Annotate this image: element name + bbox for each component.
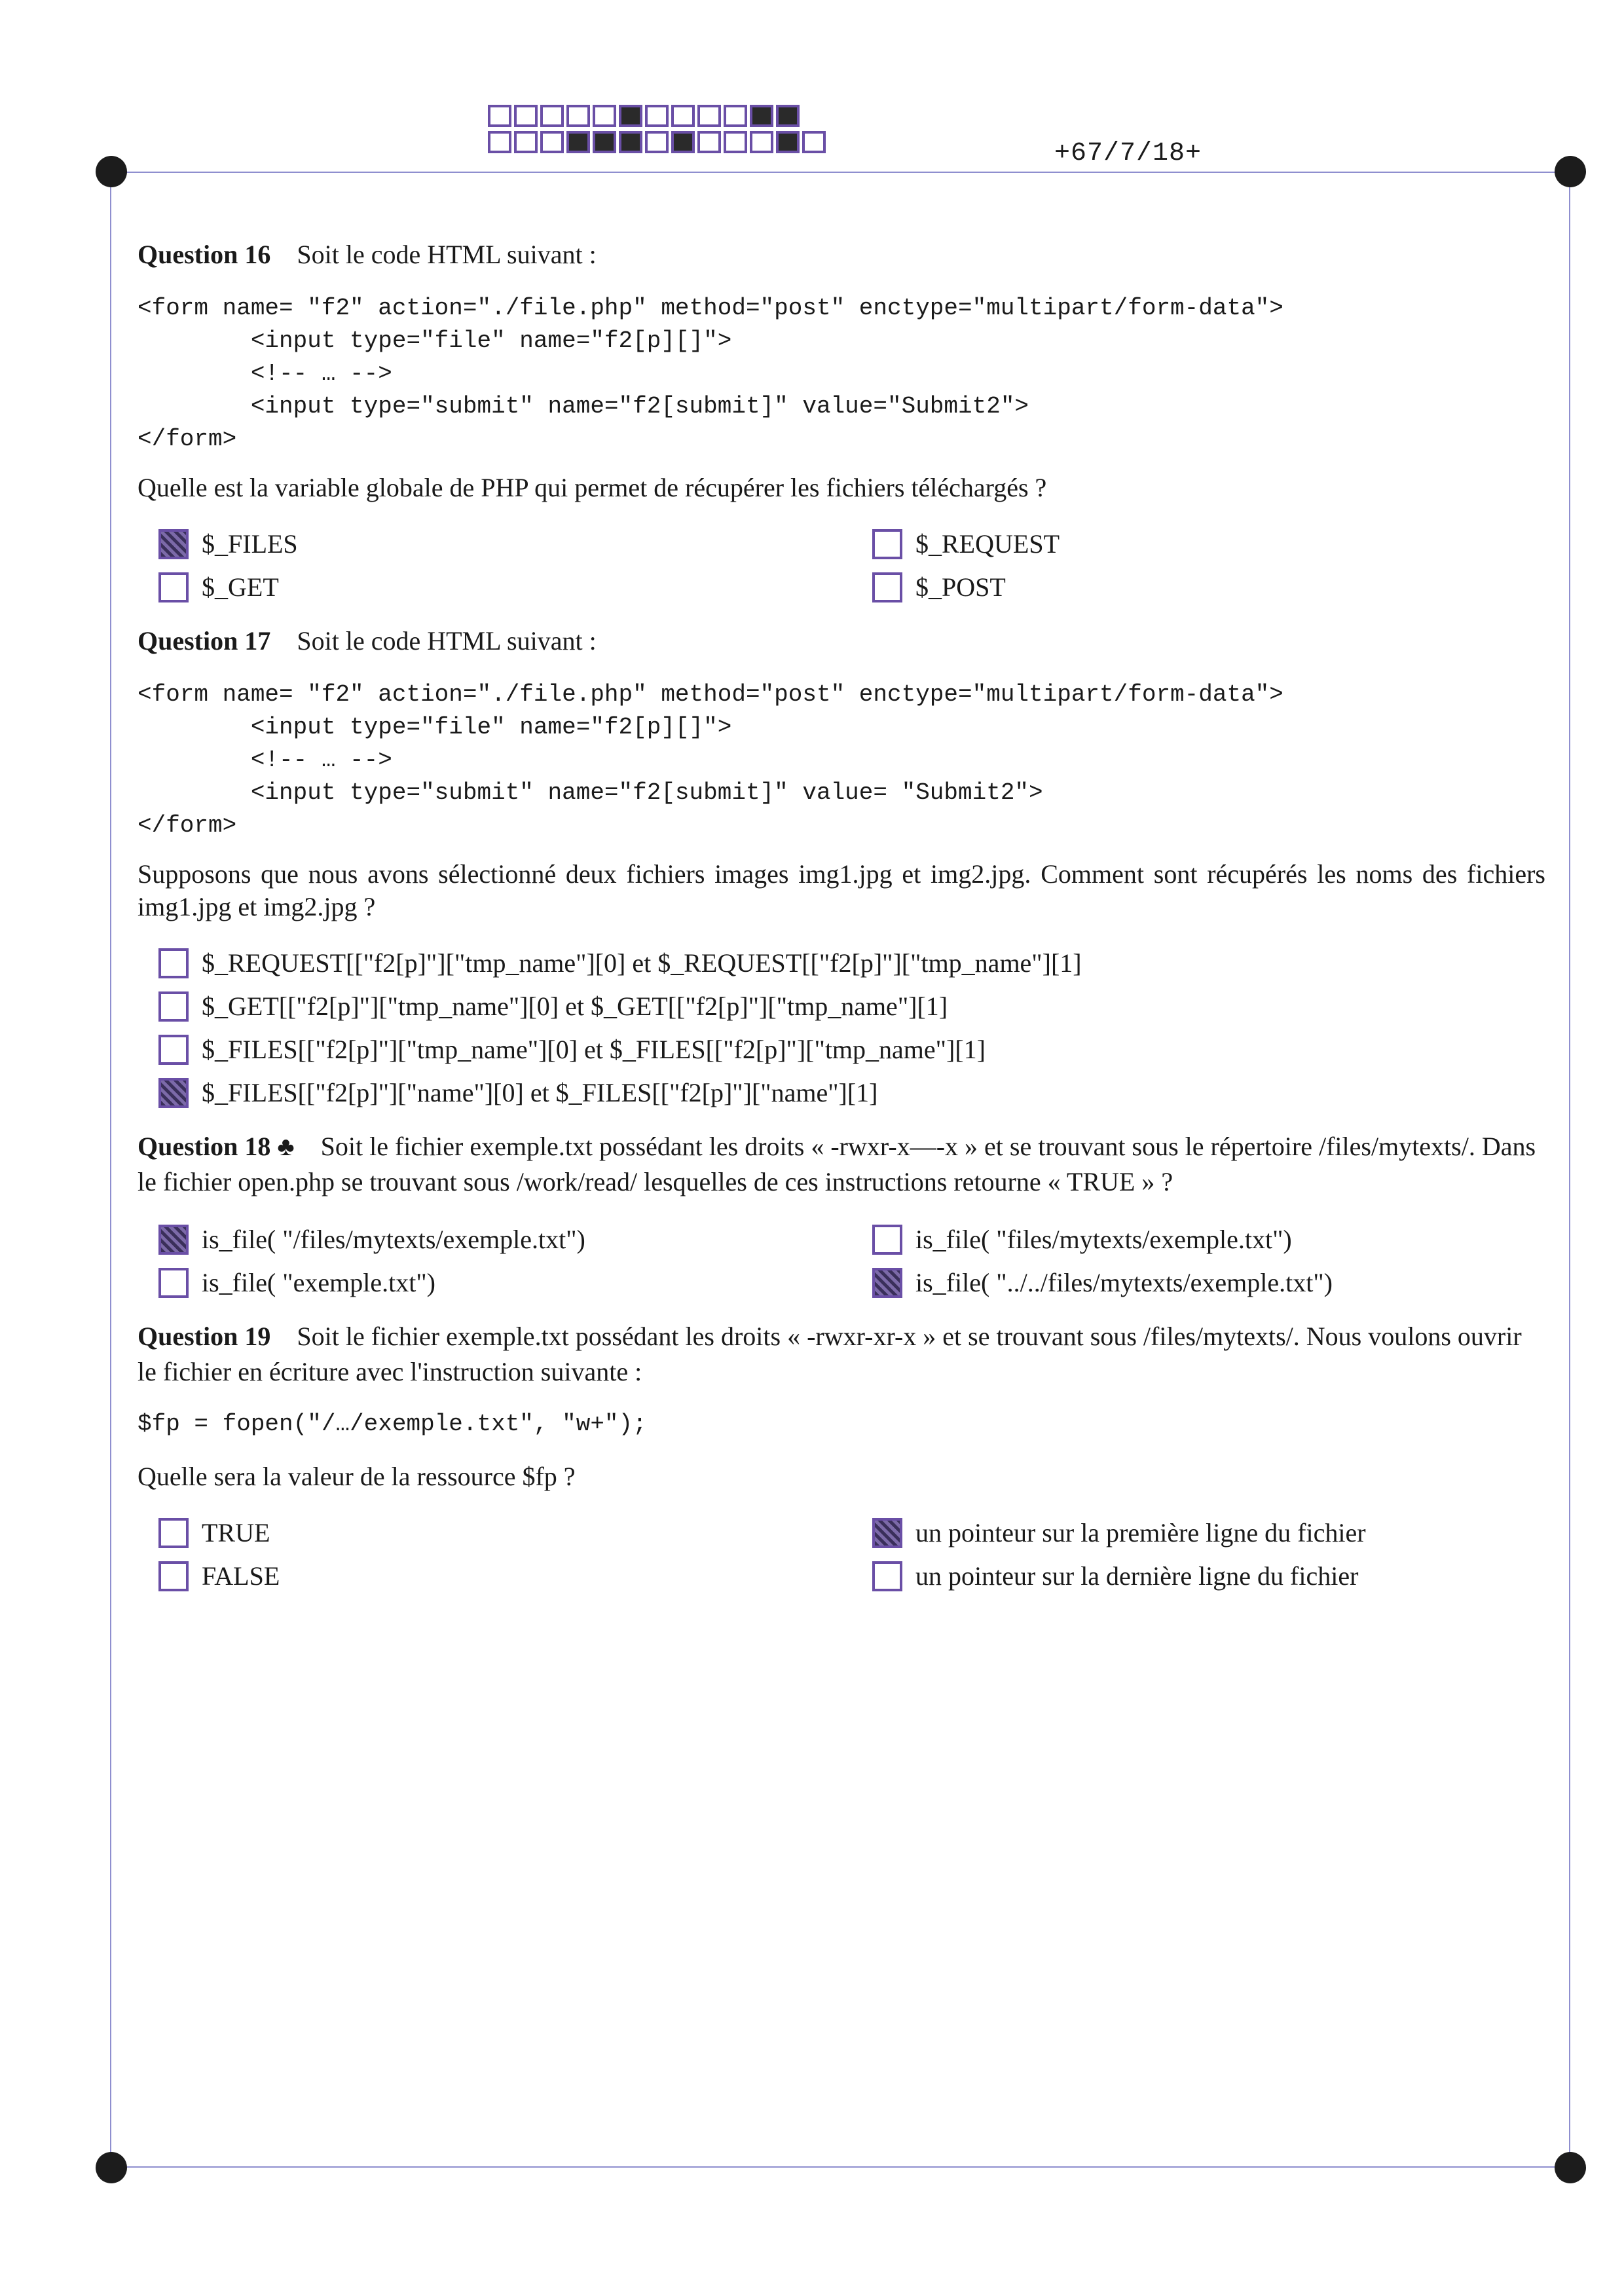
question-label: Question 17 [138,626,271,656]
answer-label: $_GET [202,572,279,602]
page-id: +67/7/18+ [1054,139,1202,168]
answer-option[interactable] [158,1560,872,1593]
answer-option[interactable] [158,947,1534,980]
answer-option[interactable] [158,571,872,604]
code-grid-cell [671,131,695,153]
answer-label: $_FILES[["f2[p]"]["tmp_name"][0] et $_FILES[["f2[p]"]["tmp_name"][1] [202,1035,986,1064]
answer-checkbox[interactable] [158,1268,189,1298]
code-grid-cell [593,105,616,127]
corner-mark-top-right [1555,156,1586,187]
corner-mark-top-left [96,156,127,187]
question-prompt: Soit le code HTML suivant : [297,626,597,656]
answer-list [158,947,1545,1109]
answer-checkbox[interactable] [872,1561,902,1591]
answer-checkbox[interactable] [872,572,902,602]
answer-label: $_POST [915,572,1006,602]
code-grid-row [488,131,826,153]
answer-checkbox[interactable] [158,1561,189,1591]
answer-checkbox[interactable] [872,1518,902,1548]
answer-option[interactable] [158,1517,872,1549]
answer-checkbox[interactable] [872,529,902,559]
answer-checkbox[interactable] [158,529,189,559]
answer-option[interactable] [158,1267,872,1299]
code-grid-cell [619,131,642,153]
code-grid-cell [776,131,800,153]
code-grid-cell [645,131,669,153]
answer-label: $_REQUEST [915,529,1060,559]
code-block: $fp = fopen("/…/exemple.txt", "w+"); [138,1411,647,1437]
question-text: Quelle sera la valeur de la ressource $fp ? [138,1462,576,1491]
answer-list [158,1223,1545,1299]
answer-label: is_file( "../../files/mytexts/exemple.txt") [915,1268,1333,1297]
code-block: <form name= "f2" action="./file.php" method="post" enctype="multipart/form-data"> <input type="file" name="f2[p][]"> <!-- … --> <input type="submit" name="f2[submit]" value="Submit2"> </form> [138,295,1283,453]
answer-option[interactable] [872,1517,1566,1549]
question-text: Quelle est la variable globale de PHP qui permet de récupérer les fichiers téléchargés ? [138,473,1047,502]
answer-label: $_REQUEST[["f2[p]"]["tmp_name"][0] et $_REQUEST[["f2[p]"]["tmp_name"][1] [202,948,1082,978]
code-grid-cell [802,131,826,153]
answer-label: is_file( "exemple.txt") [202,1268,435,1297]
code-grid-cell [488,105,511,127]
questions [138,237,1545,1612]
answer-option[interactable] [158,1077,1534,1109]
page-id-code-grid [488,105,826,157]
question-label: Question 19 [138,1322,271,1351]
code-grid-cell [566,105,590,127]
answer-label: TRUE [202,1518,270,1547]
answer-option[interactable] [158,1223,872,1256]
answer-checkbox[interactable] [872,1268,902,1298]
code-grid-cell [566,131,590,153]
code-grid-cell [488,131,511,153]
answer-label: FALSE [202,1561,280,1591]
code-grid-row [488,105,826,127]
code-grid-cell [697,131,721,153]
answer-label: is_file( "/files/mytexts/exemple.txt") [202,1225,585,1254]
answer-label: $_FILES [202,529,298,559]
answer-checkbox[interactable] [158,1225,189,1255]
code-grid-cell [724,105,747,127]
question-prompt: Soit le fichier exemple.txt possédant les droits « -rwxr-x—-x » et se trouvant sous le répertoire /files/mytexts/. Dans le fichier open.php se trouvant sous /work/read/ lesquelles de ces instructions retourne « TRUE » ? [138,1132,1536,1196]
code-block: <form name= "f2" action="./file.php" method="post" enctype="multipart/form-data"> <input type="file" name="f2[p][]"> <!-- … --> <input type="submit" name="f2[submit]" value= "Submit2"> </form> [138,681,1283,839]
code-grid-cell [697,105,721,127]
question-18 [138,1129,1545,1299]
answer-label: is_file( "files/mytexts/exemple.txt") [915,1225,1292,1254]
code-grid-cell [514,131,538,153]
code-grid-cell [645,105,669,127]
answer-label: $_GET[["f2[p]"]["tmp_name"][0] et $_GET[["f2[p]"]["tmp_name"][1] [202,991,948,1021]
answer-checkbox[interactable] [158,1035,189,1065]
code-grid-cell [776,105,800,127]
code-grid-cell [514,105,538,127]
code-grid-cell [724,131,747,153]
corner-mark-bottom-left [96,2152,127,2183]
answer-option[interactable] [872,528,1566,561]
question-text: Supposons que nous avons sélectionné deux fichiers images img1.jpg et img2.jpg. Comment sont récupérés les noms des fichiers img1.jpg et img2.jpg ? [138,859,1545,921]
answer-checkbox[interactable] [158,1078,189,1108]
code-grid-cell [619,105,642,127]
answer-label: un pointeur sur la dernière ligne du fichier [915,1561,1359,1591]
answer-checkbox[interactable] [872,1225,902,1255]
question-prompt: Soit le code HTML suivant : [297,240,597,269]
answer-checkbox[interactable] [158,991,189,1022]
answer-list [158,1517,1545,1593]
answer-option[interactable] [158,990,1534,1023]
code-grid-cell [750,131,773,153]
corner-mark-bottom-right [1555,2152,1586,2183]
answer-option[interactable] [872,1267,1566,1299]
answer-option[interactable] [158,1033,1534,1066]
code-grid-cell [671,105,695,127]
code-grid-cell [750,105,773,127]
question-17 [138,623,1545,1109]
code-grid-cell [593,131,616,153]
answer-option[interactable] [872,1223,1566,1256]
answer-list [158,528,1545,604]
question-19 [138,1319,1545,1593]
answer-option[interactable] [872,1560,1566,1593]
answer-option[interactable] [158,528,872,561]
answer-label: $_FILES[["f2[p]"]["name"][0] et $_FILES[["f2[p]"]["name"][1] [202,1078,878,1107]
question-label: Question 18 ♣ [138,1132,295,1161]
question-16 [138,237,1545,604]
answer-checkbox[interactable] [158,1518,189,1548]
question-prompt: Soit le fichier exemple.txt possédant les droits « -rwxr-xr-x » et se trouvant sous /files/mytexts/. Nous voulons ouvrir le fichier en écriture avec l'instruction suivante : [138,1322,1522,1386]
answer-checkbox[interactable] [158,948,189,978]
code-grid-cell [540,131,564,153]
code-grid-cell [540,105,564,127]
question-label: Question 16 [138,240,271,269]
answer-label: un pointeur sur la première ligne du fichier [915,1518,1366,1547]
answer-option[interactable] [872,571,1566,604]
answer-checkbox[interactable] [158,572,189,602]
